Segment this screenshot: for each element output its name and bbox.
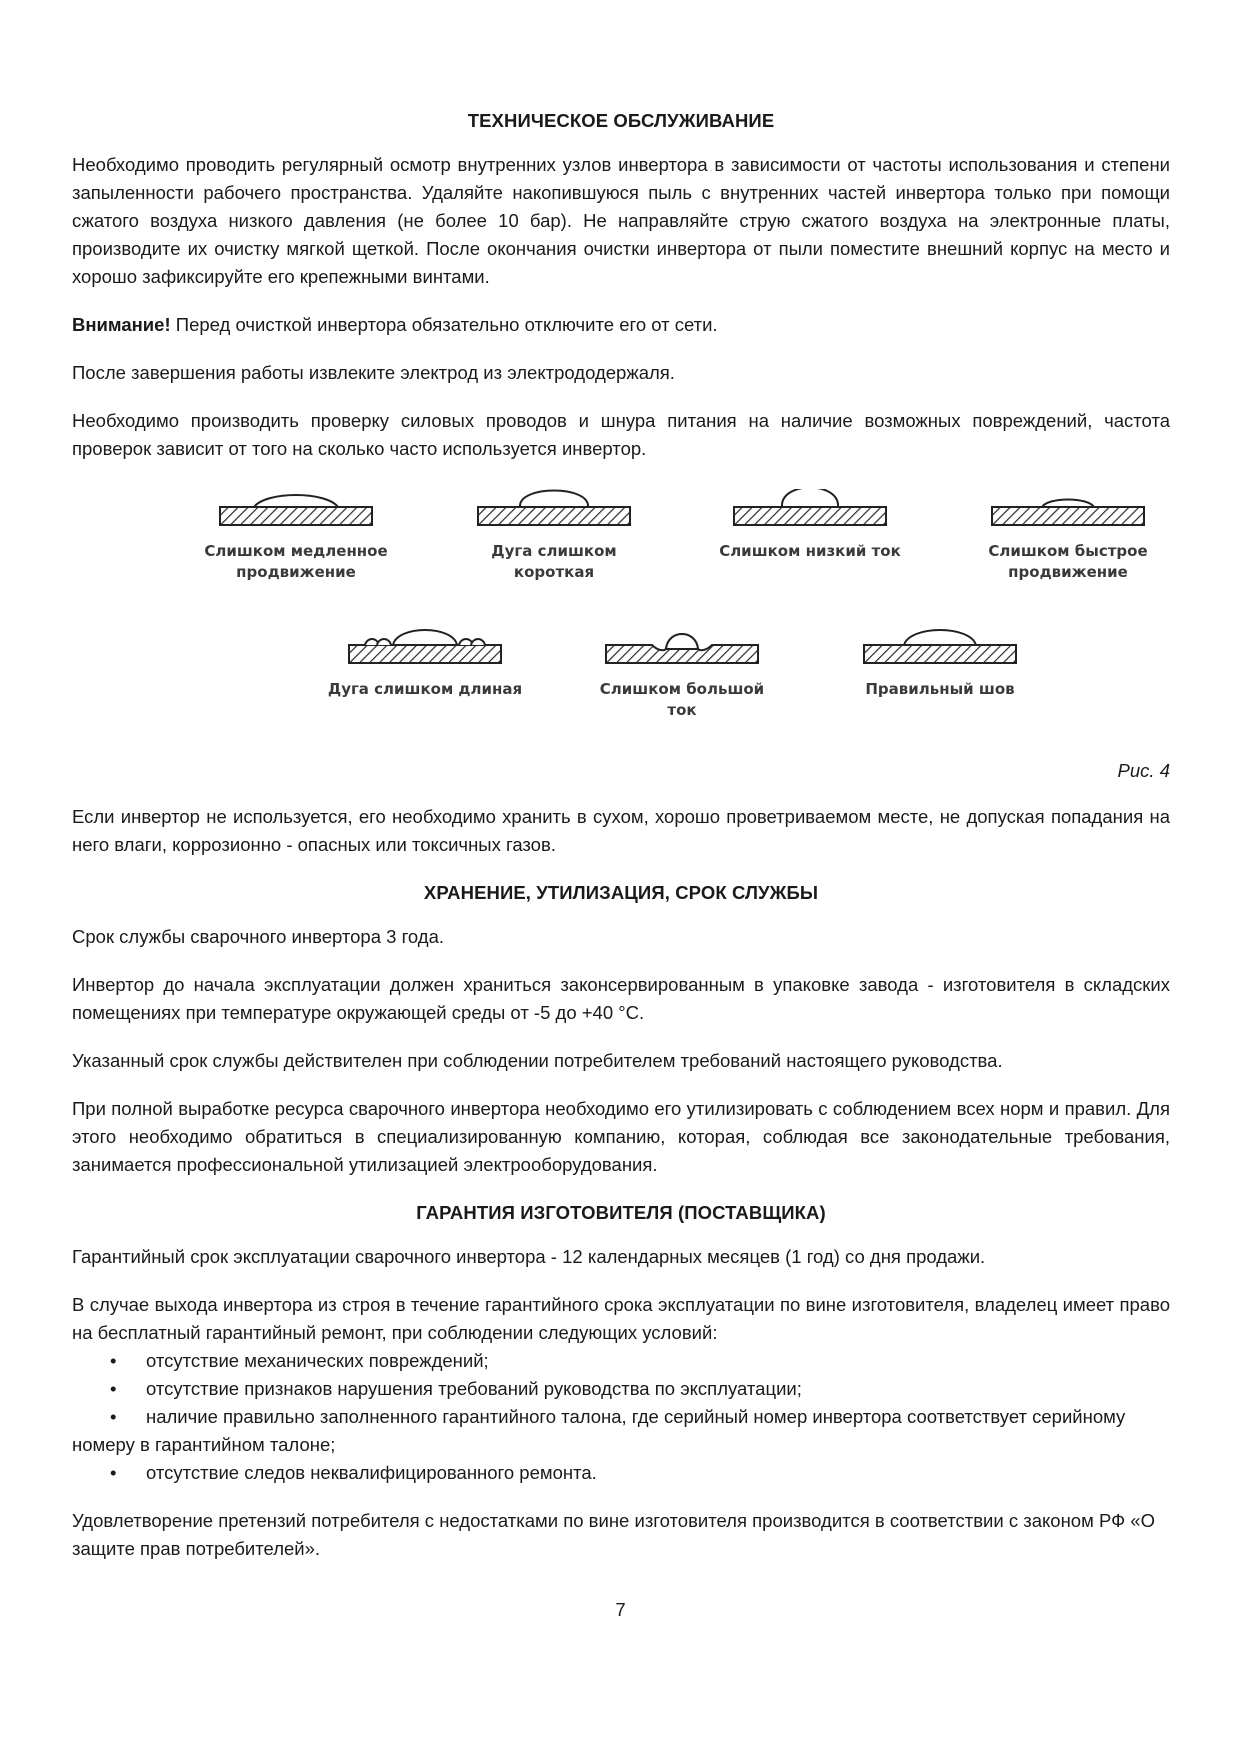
undercut-bead-icon	[602, 627, 762, 667]
warranty-paragraph-3: Удовлетворение претензий потребителя с недостатками по вине изготовителя производится в соответствии с законом РФ «О защите прав потребителей».	[72, 1510, 1155, 1559]
storage-paragraph-3: Указанный срок службы действителен при соблюдении потребителем требований настоящего руководства.	[72, 1050, 1003, 1071]
high-narrow-bead-icon	[730, 489, 890, 529]
section-title-storage: ХРАНЕНИЕ, УТИЛИЗАЦИЯ, СРОК СЛУЖБЫ	[423, 882, 819, 903]
weld-caption: Дуга слишком короткая	[491, 542, 617, 581]
list-item: • отсутствие механических повреждений;	[72, 1347, 1170, 1375]
weld-caption: Слишком быстрое продвижение	[988, 542, 1148, 581]
tall-bead-icon	[474, 489, 634, 529]
warranty-conditions-list	[72, 1347, 1170, 1487]
weld-caption: Правильный шов	[865, 680, 1015, 698]
document-page	[72, 96, 1170, 1583]
storage-paragraph-2: Инвертор до начала эксплуатации должен храниться законсервированным в упаковке завода - изготовителя в складских помещениях при температуре окружающей среды от -5 до +40 °С.	[72, 974, 1170, 1023]
correct-bead-icon	[860, 627, 1020, 667]
weld-sample-low-current	[710, 489, 910, 562]
bullet-icon: •	[110, 1378, 117, 1399]
weld-sample-slow-travel	[196, 489, 396, 583]
bullet-icon: •	[110, 1350, 117, 1371]
list-item: • отсутствие следов неквалифицированного ремонта.	[72, 1459, 1170, 1487]
warning-text: Перед очисткой инвертора обязательно отключите его от сети.	[170, 314, 718, 335]
list-item: • наличие правильно заполненного гарантийного талона, где серийный номер инвертора соответствует серийному номеру в гарантийном талоне;	[72, 1403, 1170, 1459]
maintenance-paragraph-4: Если инвертор не используется, его необходимо хранить в сухом, хорошо проветриваемом месте, не допуская попадания на него влаги, коррозионно - опасных или токсичных газов.	[72, 806, 1170, 855]
weld-sample-short-arc	[454, 489, 654, 583]
storage-paragraph-1: Срок службы сварочного инвертора 3 года.	[72, 926, 445, 947]
section-title-warranty: ГАРАНТИЯ ИЗГОТОВИТЕЛЯ (ПОСТАВЩИКА)	[416, 1202, 826, 1223]
wide-flat-bead-icon	[216, 489, 376, 529]
warranty-paragraph-2: В случае выхода инвертора из строя в течение гарантийного срока эксплуатации по вине изготовителя, владелец имеет право на бесплатный гарантийный ремонт, при соблюдении следующих условий:	[72, 1294, 1170, 1343]
spatter-bead-icon	[345, 627, 505, 667]
list-item: • отсутствие признаков нарушения требований руководства по эксплуатации;	[72, 1375, 1170, 1403]
weld-sample-high-current	[582, 627, 782, 721]
maintenance-paragraph-1: Необходимо проводить регулярный осмотр внутренних узлов инвертора в зависимости от частоты использования и степени запыленности рабочего пространства. Удаляйте накопившуюся пыль с внутренних частей инвертора только при помощи сжатого воздуха низкого давления (не более 10 бар). Не направляйте струю сжатого воздуха на электронные платы, производите их очистку мягкой щеткой. После окончания очистки инвертора от пыли поместите внешний корпус на место и хорошо зафиксируйте его крепежными винтами.	[72, 154, 1170, 287]
thin-bead-icon	[988, 489, 1148, 529]
weld-caption: Слишком большой ток	[599, 680, 765, 719]
warning-paragraph	[72, 311, 1170, 339]
weld-sample-correct	[840, 627, 1040, 700]
figure-reference: Рис. 4	[1117, 760, 1170, 781]
weld-caption: Слишком низкий ток	[719, 542, 901, 560]
weld-bead-figure	[72, 483, 1170, 751]
warning-label: Внимание!	[72, 314, 171, 335]
warranty-paragraph-1: Гарантийный срок эксплуатации сварочного инвертора - 12 календарных месяцев (1 год) со дня продажи.	[72, 1246, 986, 1267]
page-number: 7	[615, 1599, 626, 1620]
weld-caption: Слишком медленное продвижение	[204, 542, 388, 581]
weld-sample-fast-travel	[968, 489, 1168, 583]
maintenance-paragraph-3: Необходимо производить проверку силовых проводов и шнура питания на наличие возможных повреждений, частота проверок зависит от того на сколько часто используется инвертор.	[72, 410, 1170, 459]
weld-caption: Дуга слишком длиная	[327, 680, 523, 698]
weld-sample-long-arc	[325, 627, 525, 700]
bullet-icon: •	[110, 1462, 117, 1483]
bullet-icon: •	[110, 1406, 117, 1427]
storage-paragraph-4: При полной выработке ресурса сварочного инвертора необходимо его утилизировать с соблюдением всех норм и правил. Для этого необходимо обратиться в специализированную компанию, которая, соблюдая все законодательные требования, занимается профессиональной утилизацией электрооборудования.	[72, 1098, 1170, 1175]
maintenance-paragraph-2: После завершения работы извлеките электрод из электрододержаля.	[72, 362, 675, 383]
section-title-maintenance: ТЕХНИЧЕСКОЕ ОБСЛУЖИВАНИЕ	[467, 110, 775, 131]
